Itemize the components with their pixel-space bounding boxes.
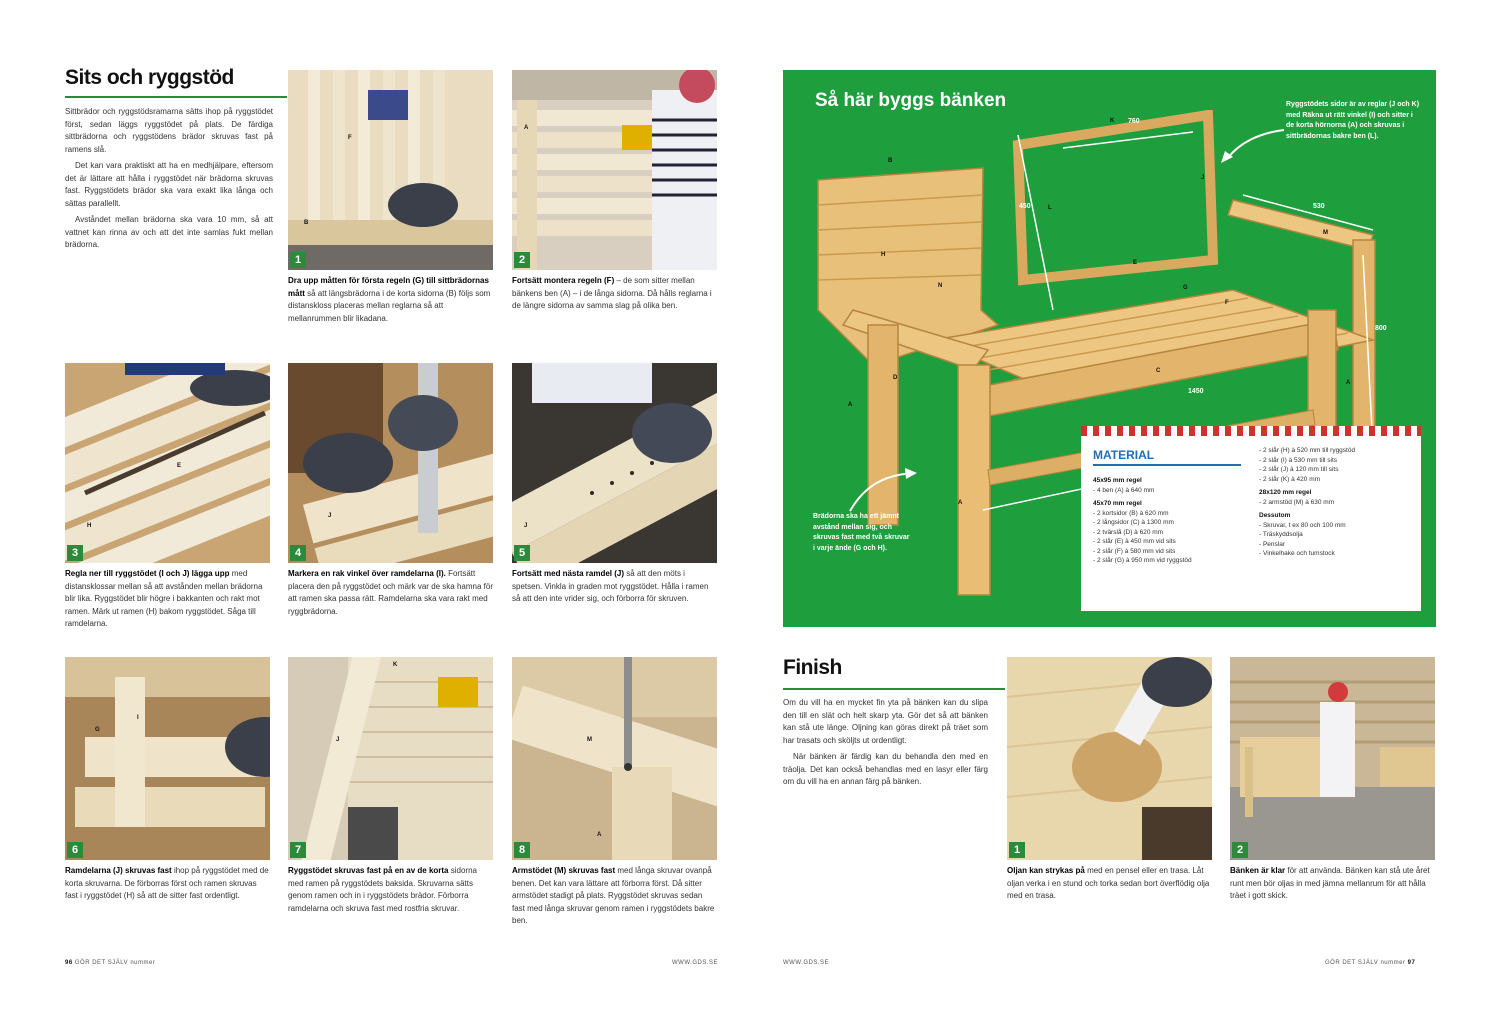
material-heading: Dessutom: [1259, 512, 1291, 519]
finish-photo-2: [1230, 657, 1435, 860]
finish-paragraph-1: Om du vill ha en mycket fin yta på bänken kan du slipa den till en slät och helt skarp yta. Gör det så att bänken kan stå ute länge. Oljning kan göras direkt på träet som har trasats och sköljts ut ordentligt.: [783, 698, 988, 745]
dimension-label: 1450: [1188, 388, 1204, 395]
decorative-stripe: [1081, 426, 1421, 436]
material-item: - 4 ben (A) à 640 mm: [1093, 486, 1155, 494]
material-item: - 2 slår (J) à 120 mm till sits: [1259, 466, 1339, 473]
issue-label: nummer: [1380, 960, 1406, 966]
issue-label: nummer: [130, 960, 156, 966]
material-item: - 2 slår (I) à 530 mm till sits: [1259, 456, 1338, 464]
step-photo-2: A 2: [512, 70, 717, 270]
arrow-icon: [1219, 125, 1289, 165]
panel-note-top: Ryggstödets sidor är av reglar (J och K) med Räkna ut rätt vinkel (I) och sitter i de korta hörnorna (A) och skruvas i sittbrädornas bakre ben (L).: [1286, 101, 1420, 140]
material-column-2: [1259, 446, 1419, 559]
step-caption-7: Ryggstödet skruvas fast på en av de korta sidorna med ramen på ryggstödets baksida. Skruvarna sätts genom ramen och in i ryggstödets brädor. Förborra ramdelarna och skruva fast med rostfria skruvar.: [288, 866, 477, 913]
step-photo-7: J K 7: [288, 657, 493, 860]
material-title-rule: [1093, 464, 1241, 466]
step-number-badge: 5: [514, 545, 530, 561]
finish-text: [783, 697, 988, 789]
material-item: - 2 slår (F) à 580 mm vid sits: [1093, 547, 1176, 555]
intro-paragraph-2: Det kan vara praktiskt att ha en medhjälpare, eftersom det är lättare att hålla i ryggstödet när brädorna skruvas fast. Ryggstödets brädor ska vara exakt lika långa och sättas parallellt.: [65, 161, 273, 208]
magazine-name: GÖR DET SJÄLV: [74, 960, 129, 966]
step-photo-1: F B 1: [288, 70, 493, 270]
step-number-badge: 1: [290, 252, 306, 268]
material-item: - 2 tvärslå (D) à 620 mm: [1093, 528, 1164, 536]
material-heading: 28x120 mm regel: [1259, 489, 1312, 496]
step-photo-5: J 5: [512, 363, 717, 563]
step-caption-2: Fortsätt montera regeln (F) – de som sitter mellan bänkens ben (A) – i de långa sidorna. Då hålls reglarna i de längre sidorna av samma slag på olika ben.: [512, 276, 712, 310]
step-photo-8: M A 8: [512, 657, 717, 860]
left-footer-url: WWW.GDS.SE: [672, 960, 718, 966]
step-caption-6: Ramdelarna (J) skruvas fast ihop på ryggstödet med de korta skruvarna. De förborras först och ramen skruvas fast i ryggstödet (H) så att de sitter fast ordentligt.: [65, 866, 269, 900]
page-number-right: 97: [1407, 960, 1416, 966]
material-heading: 45x95 mm regel: [1093, 477, 1142, 484]
step-photo-4: J 4: [288, 363, 493, 563]
step-caption-1: Dra upp måtten för första regeln (G) till sittbrädornas mått så att längsbrädorna i de korta sidorna (B) följs som distanskloss placeras mellan reglarna så att mellanrummen blir likadana.: [288, 276, 491, 323]
material-item: - Skruvar, t ex 80 och 100 mm: [1259, 521, 1346, 529]
material-item: - 2 slår (E) à 450 mm vid sits: [1093, 538, 1176, 545]
material-item: - Träskyddsolja: [1259, 531, 1303, 538]
step-number-badge: 8: [514, 842, 530, 858]
intro-paragraph-3: Avståndet mellan brädorna ska vara 10 mm, så att vattnet kan rinna av och att det inte samlas fukt mellan brädorna.: [65, 215, 273, 249]
step-caption-4: Markera en rak vinkel över ramdelarna (I). Fortsätt placera den på ryggstödet och märk var de ska hamna för att ramen ska passa rätt. Ramdelarna ska vara rakt med ryggbrädorna.: [288, 569, 493, 616]
material-list-box: [1081, 426, 1421, 611]
dimension-label: 530: [1313, 203, 1325, 210]
step-number-badge: 4: [290, 545, 306, 561]
material-item: - 2 slår (K) à 420 mm: [1259, 475, 1321, 483]
finish-caption-1: Oljan kan strykas på med en pensel eller en trasa. Låt oljan verka i en stund och torka sedan bort överflödig olja med en trasa.: [1007, 866, 1210, 900]
material-item: - 2 kortsidor (B) à 620 mm: [1093, 509, 1169, 517]
section-rule: [783, 688, 1005, 690]
right-footer-url: WWW.GDS.SE: [783, 960, 829, 966]
finish-caption-2: Bänken är klar för att använda. Bänken kan stå ute året runt men bör oljas in med jämna mellanrum för att hålla träet i gott skick.: [1230, 866, 1430, 900]
dimension-label: 800: [1375, 325, 1387, 332]
magazine-name: GÖR DET SJÄLV: [1325, 960, 1379, 966]
material-item: - Vinkelhake och tumstock: [1259, 550, 1335, 557]
finish-paragraph-2: När bänken är färdig kan du behandla den med en träolja. Det kan också behandlas med en lasyr eller färg om du vill ha en annan färg på bänken.: [783, 752, 988, 786]
step-caption-8: Armstödet (M) skruvas fast med långa skruvar ovanpå benen. Det kan vara lättare att förborra först. Då sitter armstödet stadigt på plats. Ryggstödet skruvas sedan fast med långa skruvar genom ramen i ryggstödets bakre ben.: [512, 866, 715, 925]
left-footer: [65, 960, 155, 966]
dimension-label: 450: [1019, 203, 1031, 210]
step-number-badge: 3: [67, 545, 83, 561]
arrow-icon: [845, 465, 920, 515]
intro-text: [65, 106, 273, 252]
panel-title: Så här byggs bänken: [815, 90, 1007, 111]
material-item: - 2 slår (H) à 520 mm till ryggstöd: [1259, 447, 1356, 454]
step-number-badge: 7: [290, 842, 306, 858]
bench-diagram-panel: Så här byggs bänken B H N K J L E G F C M A A A D 450 530 800 1450 760 Ryggstödets sidor är av reglar (J och K) med Räkna ut rätt vinkel (I) och sitter i de korta hörnorna (A) och skruvas i sittbrädornas bakre ben (L). Brädorna ska ha ett jämnt avstånd mellan sig, och skruvas fast med två skruvar i varje ände (G och H). MATERIAL 45x95 mm regel - 4 ben (A) à 640 mm 45x70 mm regel - 2 kortsidor (B) à 620 mm - 2 långsidor (C) à 1300 mm - 2 tvärslå (D) à 620 mm - 2 slår (E) à 450 mm vid sits - 2 slår (F) à 580 mm vid sits - 2 slår (G) à 950 mm vid ryggstöd - 2 slår (H) à 520 mm till ryggstöd - 2 slår (I) à 530 mm till sits - 2 slår (J) à 120 mm till sits - 2 slår (K) à 420 mm 28x120 mm regel - 2 armstöd (M) à 630 mm Dessutom - Skruvar, t ex 80 och 100 mm - Träskyddsolja - Penslar - Vinkelhake och tumstock: [783, 70, 1436, 627]
dimension-label: 760: [1128, 118, 1140, 125]
material-title: MATERIAL: [1093, 448, 1155, 462]
material-column-1: [1093, 472, 1253, 566]
step-number-badge: 2: [514, 252, 530, 268]
material-heading: 45x70 mm regel: [1093, 500, 1142, 507]
section-title-sits: Sits och ryggstöd: [65, 66, 234, 89]
material-item: - 2 långsidor (C) à 1300 mm: [1093, 519, 1174, 526]
finish-photo-1: [1007, 657, 1212, 860]
section-rule: [65, 96, 287, 98]
section-title-finish: Finish: [783, 656, 842, 679]
material-item: - 2 armstöd (M) à 630 mm: [1259, 498, 1335, 506]
step-number-badge: 6: [67, 842, 83, 858]
material-item: - 2 slår (G) à 950 mm vid ryggstöd: [1093, 557, 1192, 564]
step-photo-3: H E 3: [65, 363, 270, 563]
panel-note-bottom: Brädorna ska ha ett jämnt avstånd mellan sig, och skruvas fast med två skruvar i varje ände (G och H).: [813, 513, 910, 552]
step-photo-6: I G 6: [65, 657, 270, 860]
right-footer: [1325, 960, 1415, 966]
material-item: - Penslar: [1259, 540, 1286, 548]
step-caption-3: Regla ner till ryggstödet (I och J) lägga upp med distansklossar mellan så att avstånden mellan brädorna blir lika. Ryggstödet blir högre i bakkanten och rakt mot ramen. Märk ut ramen (H) bakom ryggstödet. Såga till ramdelarna.: [65, 569, 263, 628]
page-number-left: 96: [65, 960, 73, 966]
step-number-badge: 2: [1232, 842, 1248, 858]
step-number-badge: 1: [1009, 842, 1025, 858]
step-caption-5: Fortsätt med nästa ramdel (J) så att den möts i spetsen. Vinkla in graden mot ryggstödet. Hålla i ramen så att den inte vrider sig, och förborra för skruven.: [512, 569, 709, 603]
intro-paragraph-1: Sittbrädor och ryggstödsramarna sätts ihop på ryggstödet först, sedan läggs ryggstödet på plats. De färdiga sittbrädorna och ryggstödens brädor skruvas fast på ramens slå.: [65, 107, 273, 154]
